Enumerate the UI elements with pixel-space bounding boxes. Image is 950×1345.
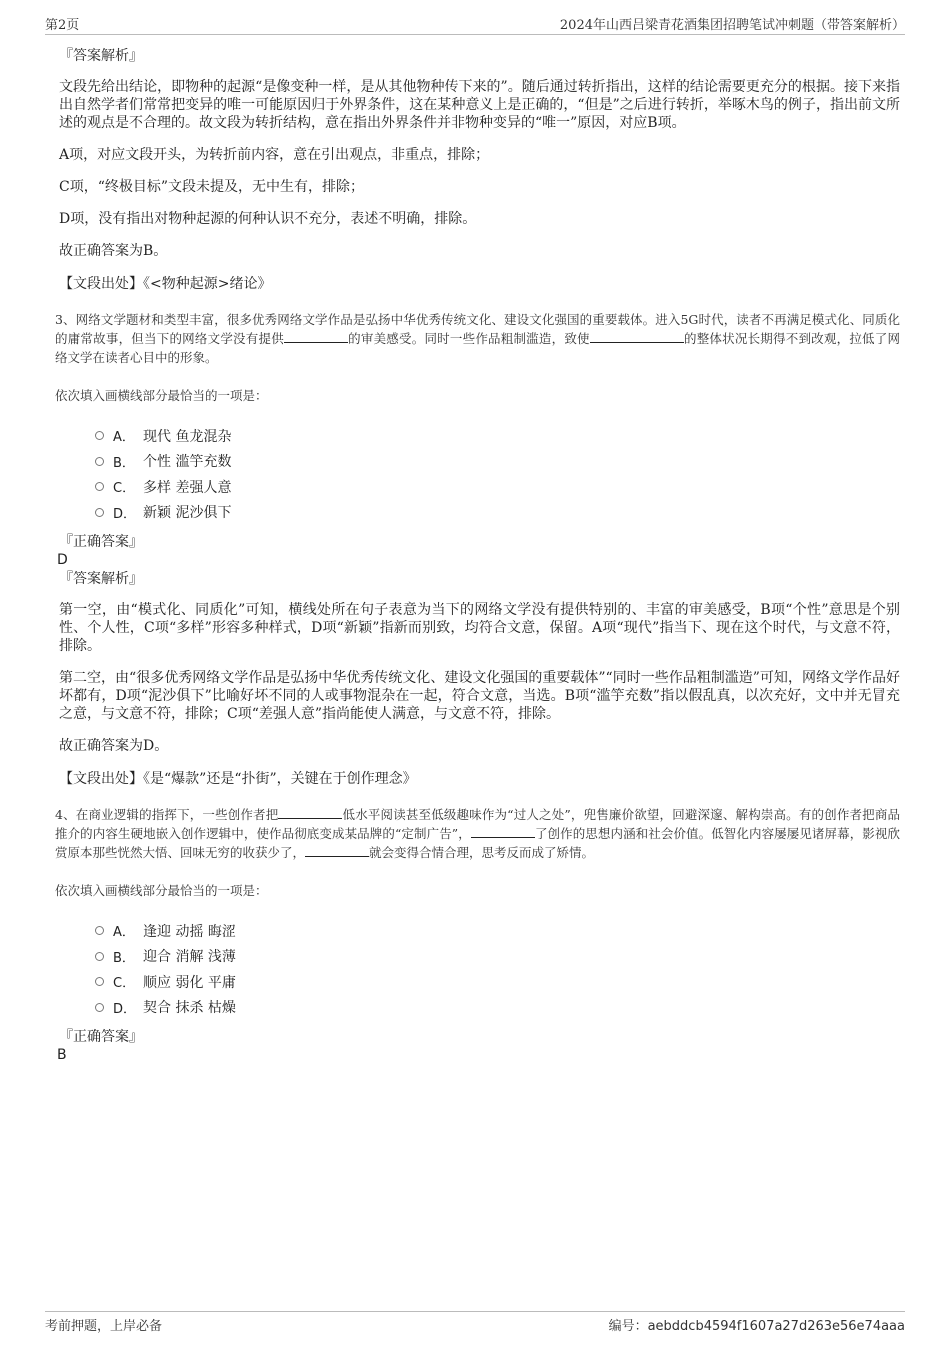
analysis-paragraph: 第二空，由“很多优秀网络文学作品是弘扬中华优秀传统文化、建设文化强国的重要载体”“同时一些作品粗制滥造”可知，网络文学作品好坏都有，D项“泥沙俱下”比喻好坏不同的人或事物混杂在一起，符合文意，当选。B项“滥竽充数”指以假乱真，以次充好，文中并无冒充之意，与文意不符，排除；C项“差强人意”指尚能使人满意，与文意不符，排除。 (59, 670, 900, 722)
radio-icon[interactable] (95, 1003, 104, 1012)
radio-icon[interactable] (95, 926, 104, 935)
document-code: 编号：aebddcb4594f1607a27d263e56e74aaa (608, 1319, 905, 1334)
question-3-options (95, 423, 900, 525)
radio-icon[interactable] (95, 508, 104, 517)
option-d[interactable]: D． 新颖 泥沙俱下 (95, 500, 900, 526)
option-a[interactable]: A． 逢迎 动摇 晦涩 (95, 918, 900, 944)
correct-answer-value: D (57, 552, 68, 568)
analysis-paragraph: C项，“终极目标”文段未提及，无中生有，排除； (59, 179, 365, 195)
analysis-paragraph: D项，没有指出对物种起源的何种认识不充分，表述不明确，排除。 (59, 211, 477, 227)
question-4-stem: 4、在商业逻辑的指挥下，一些创作者把 低水平阅读甚至低级趣味作为“过人之处”，兜售廉价欲望，回避深邃、解构崇高。有的创作者把商品推介的内容生硬地嵌入创作逻辑中，使作品彻底变成某品牌的“定制广告”， 了创作的思想内涵和社会价值。低智化内容屡屡见诸屏幕，影视欣赏原本那些恍然大悟、回味无穷的收获少了， 就会变得合情合理，思考反而成了矫情。 (55, 807, 900, 860)
radio-icon[interactable] (95, 977, 104, 986)
correct-answer-value: B (57, 1047, 67, 1063)
analysis-paragraph: 故正确答案为D。 (59, 738, 169, 754)
radio-icon[interactable] (95, 457, 104, 466)
option-a[interactable]: A． 现代 鱼龙混杂 (95, 423, 900, 449)
analysis-paragraph: 文段先给出结论，即物种的起源“是像变种一样，是从其他物种传下来的”。随后通过转折指出，这样的结论需要更充分的根据。接下来指出自然学者们常常把变异的唯一可能原因归于外界条件，这在某种意义上是正确的，“但是”之后进行转折，举啄木鸟的例子，指出前文所述的观点是不合理的。故文段为转折结构，意在指出外界条件并非物种变异的“唯一”原因，对应B项。 (59, 79, 900, 131)
correct-answer-label: 『正确答案』 (59, 534, 143, 550)
question-3-stem: 3、网络文学题材和类型丰富，很多优秀网络文学作品是弘扬中华优秀传统文化、建设文化强国的重要载体。进入5G时代，读者不再满足模式化、同质化的庸常故事，但当下的网络文学没有提供 的审美感受。同时一些作品粗制滥造，致使 的整体状况长期得不到改观，拉低了网络文学在读者心目中的形象。 (55, 312, 900, 365)
option-b[interactable]: B． 个性 滥竽充数 (95, 449, 900, 475)
fill-blank (278, 806, 342, 819)
page-footer (45, 1311, 905, 1334)
option-c[interactable]: C． 顺应 弱化 平庸 (95, 969, 900, 995)
analysis-label: 『答案解析』 (59, 571, 143, 587)
option-b[interactable]: B． 迎合 消解 浅薄 (95, 944, 900, 970)
analysis-paragraph: 故正确答案为B。 (59, 243, 168, 259)
footer-slogan: 考前押题，上岸必备 (45, 1319, 163, 1334)
question-4-prompt: 依次填入画横线部分最恰当的一项是： (55, 883, 268, 898)
page-header (45, 14, 905, 35)
analysis-paragraph: 第一空，由“模式化、同质化”可知，横线处所在句子表意为当下的网络文学没有提供特别的、丰富的审美感受，B项“个性”意思是个别性、个人性，C项“多样”形容多种样式，D项“新颖”指新而别致，均符合文意，保留。A项“现代”指当下、现在这个时代，与文意不符，排除。 (59, 602, 900, 654)
fill-blank (305, 844, 369, 857)
radio-icon[interactable] (95, 482, 104, 491)
fill-blank (590, 330, 684, 343)
analysis-label: 『答案解析』 (59, 48, 143, 64)
option-d[interactable]: D． 契合 抹杀 枯燥 (95, 995, 900, 1021)
source-citation: 【文段出处】《是“爆款”还是“扑街”，关键在于创作理念》 (59, 771, 417, 787)
option-c[interactable]: C． 多样 差强人意 (95, 474, 900, 500)
radio-icon[interactable] (95, 952, 104, 961)
fill-blank (284, 330, 348, 343)
fill-blank (471, 825, 535, 838)
radio-icon[interactable] (95, 431, 104, 440)
analysis-paragraph: A项，对应文段开头，为转折前内容，意在引出观点，非重点，排除； (59, 147, 490, 163)
correct-answer-label: 『正确答案』 (59, 1029, 143, 1045)
question-3-prompt: 依次填入画横线部分最恰当的一项是： (55, 388, 268, 403)
document-title: 2024年山西吕梁青花酒集团招聘笔试冲刺题（带答案解析） (559, 18, 905, 33)
source-citation: 【文段出处】《<物种起源>绪论》 (59, 276, 272, 292)
page-number: 第2页 (45, 18, 80, 33)
page-content (55, 46, 900, 1064)
question-4-options (95, 918, 900, 1020)
